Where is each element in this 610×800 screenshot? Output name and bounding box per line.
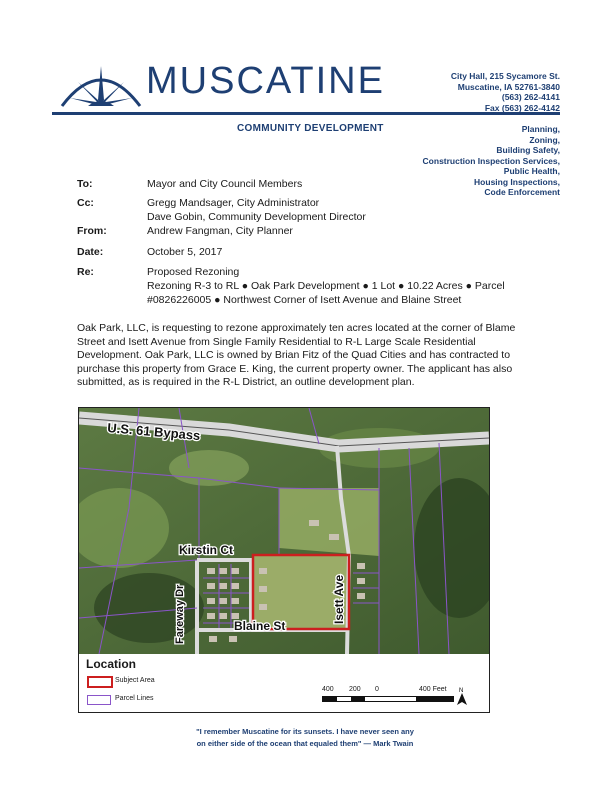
service-item: Construction Inspection Services, — [422, 155, 560, 166]
subject-area-label: Subject Area — [115, 677, 155, 684]
parcel-lines-label: Parcel Lines — [115, 695, 154, 702]
quote-line-1: "I remember Muscatine for its sunsets. I have never seen any — [196, 727, 414, 736]
contact-fax: Fax (563) 262-4142 — [484, 102, 560, 113]
location-map — [78, 407, 490, 655]
service-item: Zoning, — [529, 134, 560, 145]
footer-quote — [150, 726, 460, 750]
re-value-2: Rezoning R-3 to RL ● Oak Park Development ● 1 Lot ● 10.22 Acres ● Parcel — [147, 280, 505, 292]
legend-title: Location — [86, 657, 136, 671]
contact-city: Muscatine, IA 52761-3840 — [457, 81, 560, 92]
re-label: Re: — [77, 266, 94, 278]
north-arrow-icon — [455, 686, 469, 711]
from-value: Andrew Fangman, City Planner — [147, 225, 293, 237]
body-paragraph: Oak Park, LLC, is requesting to rezone approximately ten acres located at the corner of Blame Street and Isett Avenue from Single Family Residential to R-L Large Scale Residential Development. Oak Park, LLC is owned by Brian Fitz of the Quad Cities and has contracted to purchase this property from Grace E. King, the current property owner. The applicant has also submitted, as is required in the R-L District, an outline development plan. — [77, 322, 516, 388]
kirstin-label: Kirstin Ct — [179, 543, 233, 557]
scale-label-0: 0 — [375, 686, 379, 693]
to-label: To: — [77, 178, 93, 190]
from-label: From: — [77, 225, 107, 237]
scale-label-400: 400 — [322, 686, 334, 693]
contact-phone: (563) 262-4141 — [501, 92, 560, 102]
service-item: Building Safety, — [496, 145, 560, 155]
service-item: Code Enforcement — [484, 187, 560, 197]
fareway-label: Fareway Dr — [174, 584, 186, 644]
date-value: October 5, 2017 — [147, 246, 223, 258]
svg-text:N: N — [459, 688, 464, 694]
map-legend — [78, 654, 490, 713]
cc-value-2: Dave Gobin, Community Development Director — [147, 211, 366, 223]
contact-address: City Hall, 215 Sycamore St. — [450, 71, 560, 81]
re-value-3: #0826226005 ● Northwest Corner of Isett Avenue and Blaine Street — [147, 294, 462, 306]
quote-line-2: on either side of the ocean that equaled them" — Mark Twain — [196, 739, 414, 748]
re-value-1: Proposed Rezoning — [147, 266, 240, 278]
scale-label-200: 200 — [349, 686, 361, 693]
parcel-lines-swatch — [87, 695, 111, 705]
date-label: Date: — [77, 246, 104, 258]
department-name: COMMUNITY DEVELOPMENT — [237, 123, 384, 134]
cc-value-1: Gregg Mandsager, City Administrator — [147, 197, 320, 209]
contact-block — [451, 71, 560, 113]
blaine-label: Blaine St — [234, 619, 286, 633]
subject-area-swatch — [87, 676, 113, 688]
scale-bar — [322, 696, 454, 702]
isett-label: Isett Ave — [332, 574, 346, 624]
service-item: Planning, — [521, 124, 560, 134]
city-logo-icon — [58, 60, 144, 112]
cc-label: Cc: — [77, 197, 94, 209]
service-item: Housing Inspections, — [474, 176, 560, 187]
city-name: MUSCATINE — [146, 60, 385, 102]
services-block — [423, 124, 560, 198]
scale-label-400-feet: 400 Feet — [419, 686, 447, 693]
highway-label: U.S. 61 Bypass — [106, 420, 201, 444]
to-value: Mayor and City Council Members — [147, 178, 303, 190]
service-item: Public Health, — [503, 166, 560, 176]
